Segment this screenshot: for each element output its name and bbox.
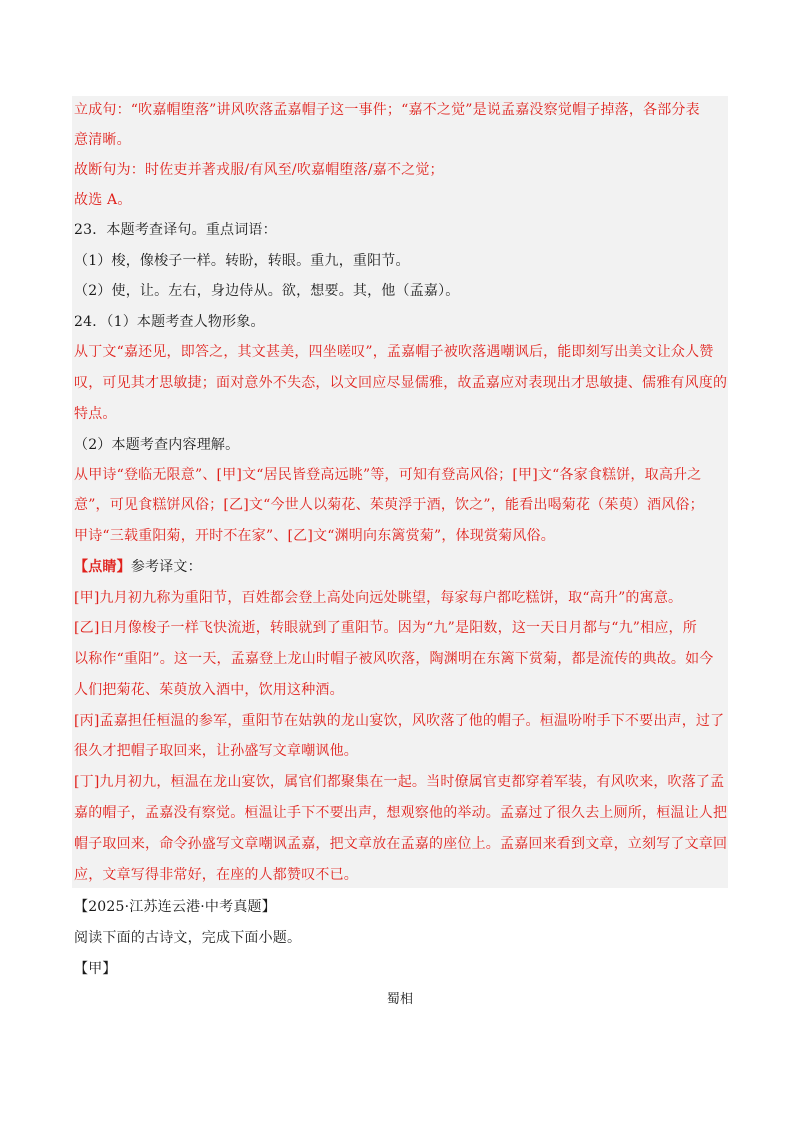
text-line: 意清晰。 — [74, 132, 131, 148]
text-line: 甲诗“三载重阳菊，开时不在家”、[乙]文“渊明向东篱赏菊”，体现赏菊风俗。 — [74, 528, 555, 544]
text-line: 24．（1）本题考查人物形象。 — [74, 314, 265, 330]
section-label-jia: 【甲】 — [74, 961, 117, 977]
answer-shaded-region — [72, 96, 728, 888]
text-line: 故断句为：时佐吏并著戎服/有风至/吹嘉帽堕落/嘉不之觉； — [74, 162, 444, 178]
text-line: 叹，可见其才思敏捷；面对意外不失态，以文回应尽显儒雅，故孟嘉应对表现出才思敏捷、儒雅有风度的 — [74, 375, 728, 391]
text-line: 从甲诗“登临无限意”、[甲]文“居民皆登高远眺”等，可知有登高风俗；[甲]文“各家食糕饼，取高升之 — [74, 467, 702, 483]
text-line: [丙]孟嘉担任桓温的参军，重阳节在姑孰的龙山宴饮，风吹落了他的帽子。桓温吩咐手下不要出声，过了 — [74, 713, 725, 729]
text-line: 人们把菊花、茱萸放入酒中，饮用这种酒。 — [74, 682, 344, 698]
text-line: 立成句：“吹嘉帽堕落”讲风吹落孟嘉帽子这一事件；“嘉不之觉”是说孟嘉没察觉帽子掉落，各部分表 — [74, 102, 700, 118]
text-line: 23．本题考查译句。重点词语： — [74, 222, 277, 238]
text-line: 以称作“重阳”。这一天，孟嘉登上龙山时帽子被风吹落，陶渊明在东篱下赏菊，都是流传的典故。如今 — [74, 651, 714, 667]
text-line: [乙]日月像梭子一样飞快流逝，转眼就到了重阳节。因为“九”是阳数，这一天日月都与“九”相应，所 — [74, 620, 697, 636]
text-line: （1）梭，像梭子一样。转盼，转眼。重九，重阳节。 — [74, 253, 410, 269]
text-line: 从丁文“嘉还见，即答之，其文甚美，四坐嗟叹”，孟嘉帽子被吹落遇嘲讽后，能即刻写出美文让众人赞 — [74, 344, 714, 360]
poem-title: 蜀相 — [386, 992, 414, 1007]
text-line: [甲]九月初九称为重阳节，百姓都会登上高处向远处眺望，每家每户都吃糕饼，取“高升”的寓意。 — [74, 590, 683, 606]
text-line: 帽子取回来，命令孙盛写文章嘲讽孟嘉，把文章放在孟嘉的座位上。孟嘉回来看到文章，立刻写了文章回 — [74, 836, 728, 852]
dianjing-label: 【点睛】 — [74, 559, 131, 575]
dianjing-rest: 参考译文： — [130, 559, 202, 575]
text-line: （2）本题考查内容理解。 — [74, 437, 240, 453]
exam-source-heading: 【2025·江苏连云港·中考真题】 — [74, 899, 276, 915]
text-line: 很久才把帽子取回来，让孙盛写文章嘲讽他。 — [74, 743, 358, 759]
text-line: 嘉的帽子，孟嘉没有察觉。桓温让手下不要出声，想观察他的举动。孟嘉过了很久去上厕所，桓温让人把 — [74, 805, 728, 821]
text-line: 故选 A。 — [74, 192, 132, 208]
text-line: 特点。 — [74, 406, 117, 422]
dianjing-heading — [74, 558, 734, 576]
text-line: 意”，可见食糕饼风俗；[乙]文“今世人以菊花、茱萸浮于酒，饮之”，能看出喝菊花（茱萸）酒风俗； — [74, 497, 704, 513]
text-line: 应，文章写得非常好，在座的人都赞叹不已。 — [74, 867, 358, 883]
text-line: （2）使，让。左右，身边侍从。欲，想要。其，他（孟嘉）。 — [74, 283, 460, 299]
reading-instruction: 阅读下面的古诗文，完成下面小题。 — [74, 930, 302, 946]
text-line: [丁]九月初九，桓温在龙山宴饮，属官们都聚集在一起。当时僚属官吏都穿着军装，有风吹来，吹落了孟 — [74, 774, 725, 790]
